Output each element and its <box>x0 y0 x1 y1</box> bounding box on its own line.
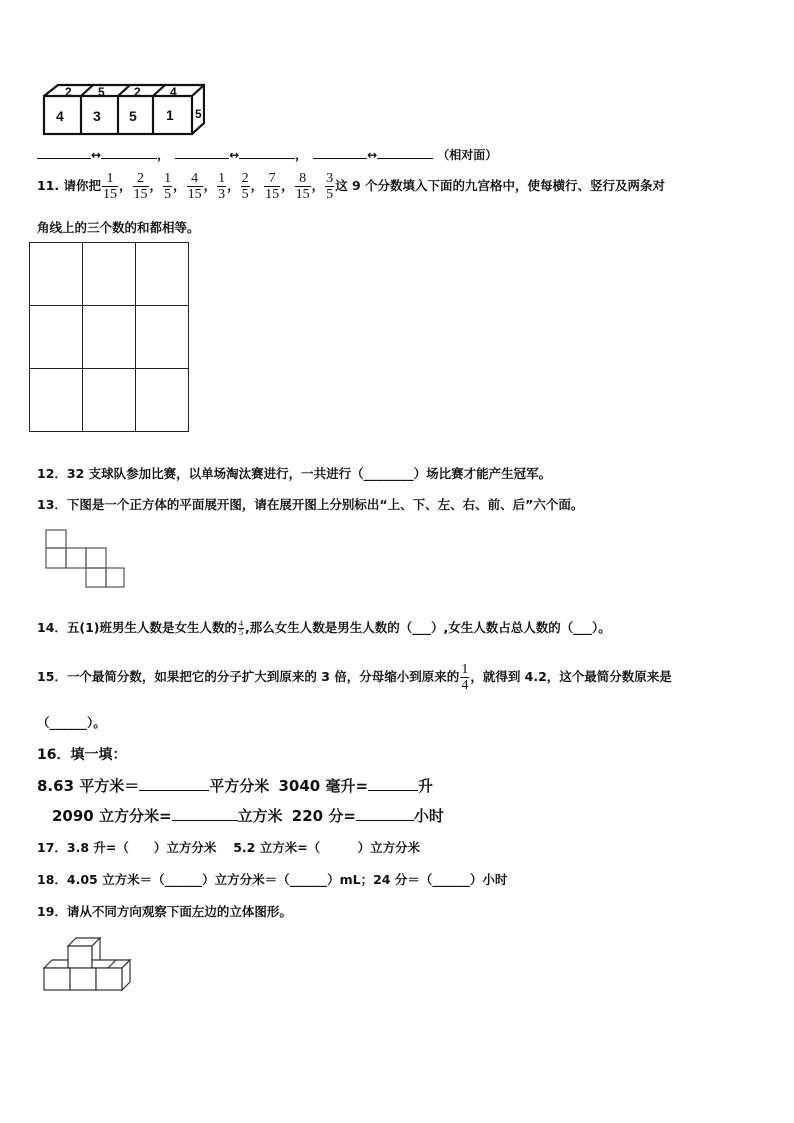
fraction: $\frac{1}{3}$ <box>218 171 226 202</box>
q11-number: 11. <box>37 178 60 193</box>
cube-top-label: 2 <box>65 85 72 99</box>
q11-line1 <box>37 171 665 202</box>
solid-figure <box>40 934 136 992</box>
q16-row2-unit: 立方米 <box>237 807 283 825</box>
fraction: $\frac{3}{5}$ <box>326 171 334 202</box>
fraction: $\frac{4}{5}$ <box>239 619 244 637</box>
comma: ， <box>203 178 217 193</box>
answer-blank[interactable] <box>101 158 157 159</box>
arrow-symbol: ↔ <box>367 148 378 162</box>
comma: ， <box>250 178 264 193</box>
cube-side-label: 5 <box>195 107 202 121</box>
q16-row1-text: 8.63 平方米＝ <box>37 777 140 795</box>
cube-front-label: 3 <box>93 108 101 124</box>
q14-text <box>37 618 611 637</box>
fraction: $\frac{8}{15}$ <box>295 171 310 202</box>
cube-strip-figure <box>40 82 205 137</box>
q12-text: 12．32 支球队参加比赛，以单场淘汰赛进行，一共进行（________）场比赛才能产生冠军。 <box>37 466 552 481</box>
answer-blank[interactable] <box>239 158 295 159</box>
fraction: $\frac{1}{5}$ <box>164 171 172 202</box>
separator: ， <box>157 148 170 162</box>
q10-answer-line <box>37 146 497 163</box>
q15-part-b: ，就得到 4.2，这个最简分数原来是 <box>470 669 672 684</box>
arrow-symbol: ↔ <box>229 148 240 162</box>
grid-cell[interactable] <box>83 306 136 369</box>
cube-front-label: 5 <box>129 108 137 124</box>
comma: ， <box>149 178 163 193</box>
q15-line2: （______）。 <box>37 715 106 730</box>
q16-row2 <box>52 805 444 826</box>
grid-cell[interactable] <box>30 243 83 306</box>
grid-cell[interactable] <box>136 306 189 369</box>
q11-tail: 这 9 个分数填入下面的九宫格中，使每横行、竖行及两条对 <box>335 178 666 193</box>
grid-cell[interactable] <box>30 306 83 369</box>
q17-text: 17．3.8 升=（ ）立方分米 5.2 立方米=（ ）立方分米 <box>37 840 421 855</box>
q16-row1 <box>37 775 433 796</box>
fraction: $\frac{1}{15}$ <box>103 171 118 202</box>
answer-blank[interactable] <box>368 790 418 791</box>
comma: ， <box>311 178 325 193</box>
q11-lead: 请你把 <box>63 178 102 193</box>
q16-row2-unit: 小时 <box>413 807 444 825</box>
comma: ， <box>281 178 294 193</box>
q13-text: 13．下图是一个正方体的平面展开图，请在展开图上分别标出“上、下、左、右、前、后”六个面。 <box>37 497 584 512</box>
grid-cell[interactable] <box>83 243 136 306</box>
q11-line2: 角线上的三个数的和都相等。 <box>37 220 200 235</box>
grid-cell[interactable] <box>30 369 83 432</box>
answer-blank[interactable] <box>377 158 433 159</box>
fraction: $\frac{2}{15}$ <box>133 171 148 202</box>
cube-top-label: 2 <box>134 85 141 99</box>
cube-net-figure <box>42 527 128 591</box>
answer-blank[interactable] <box>172 820 238 821</box>
q16-row1-text: 3040 毫升= <box>278 777 369 795</box>
answer-blank[interactable] <box>313 158 367 159</box>
q15-part-a: 15．一个最简分数，如果把它的分子扩大到原来的 3 倍，分母缩小到原来的 <box>37 669 460 684</box>
q14-part-a: 14．五(1)班男生人数是女生人数的 <box>37 620 238 635</box>
separator: ， <box>295 148 308 162</box>
answer-blank[interactable] <box>356 820 414 821</box>
fraction: $\frac{1}{4}$ <box>461 662 469 693</box>
comma: ， <box>119 178 132 193</box>
grid-cell[interactable] <box>136 369 189 432</box>
magic-square-grid <box>29 242 189 432</box>
cube-top-label: 5 <box>98 85 105 99</box>
comma: ， <box>173 178 186 193</box>
q16-title: 16．填一填： <box>37 747 127 763</box>
q16-row2-text: 2090 立方分米= <box>52 807 172 825</box>
grid-cell[interactable] <box>83 369 136 432</box>
q11-fraction-list <box>101 171 335 202</box>
fraction: $\frac{7}{15}$ <box>265 171 280 202</box>
fraction: $\frac{2}{5}$ <box>241 171 249 202</box>
q16-row1-unit: 升 <box>418 777 434 795</box>
arrow-symbol: ↔ <box>91 148 102 162</box>
q19-text: 19．请从不同方向观察下面左边的立体图形。 <box>37 904 292 919</box>
q14-part-b: ,那么女生人数是男生人数的（___）,女生人数占总人数的（___）。 <box>245 620 611 635</box>
answer-blank[interactable] <box>175 158 229 159</box>
opposite-faces-note: （相对面） <box>437 148 498 162</box>
answer-blank[interactable] <box>139 790 209 791</box>
q16-row1-unit: 平方分米 <box>209 777 270 795</box>
comma: ， <box>227 178 240 193</box>
answer-blank[interactable] <box>37 158 91 159</box>
cube-front-label: 4 <box>56 108 64 124</box>
q16-row2-text: 220 分= <box>291 807 356 825</box>
grid-cell[interactable] <box>136 243 189 306</box>
q15-line1 <box>37 662 672 693</box>
cube-top-label: 4 <box>170 85 177 99</box>
q18-text: 18．4.05 立方米＝（______）立方分米＝（______）mL；24 分＝（______）小时 <box>37 872 508 887</box>
cube-front-label: 1 <box>166 107 174 123</box>
fraction: $\frac{4}{15}$ <box>187 171 202 202</box>
